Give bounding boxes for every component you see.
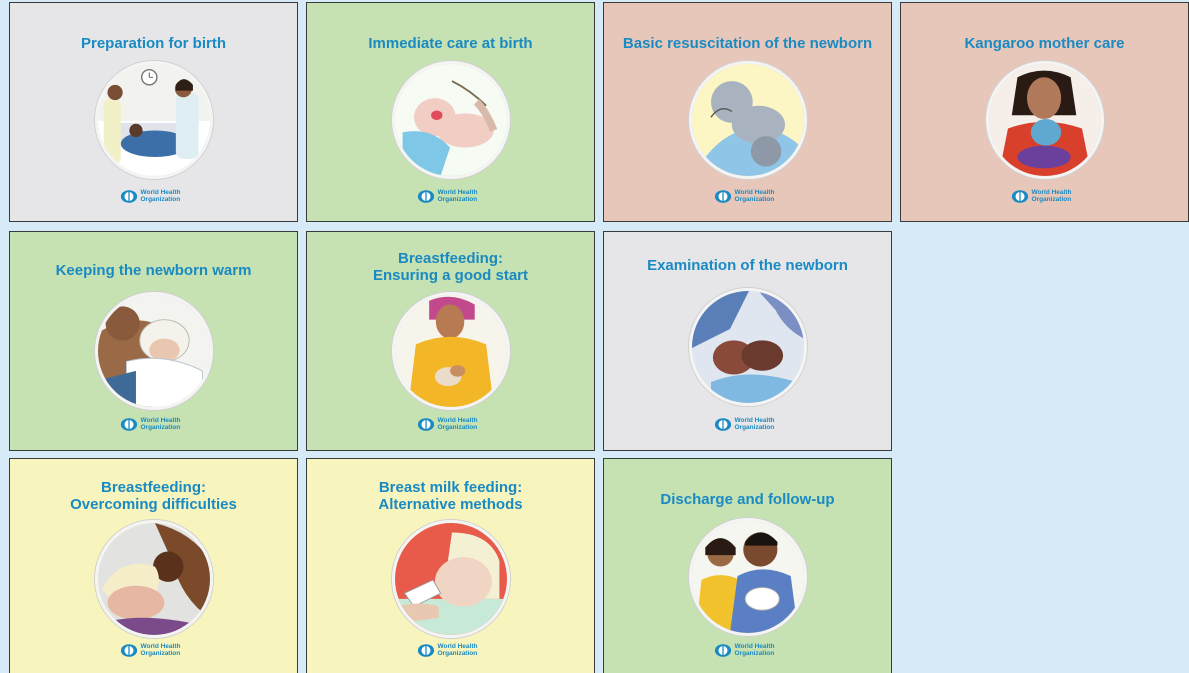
who-emblem-icon — [714, 643, 732, 658]
who-emblem-icon — [1011, 189, 1029, 204]
who-emblem-icon — [714, 189, 732, 204]
module-card-breastfeeding-good-start[interactable] — [306, 231, 595, 451]
newborn-examination-icon — [689, 288, 807, 406]
who-emblem-icon — [120, 417, 138, 432]
module-title: Preparation for birth — [80, 35, 226, 52]
who-emblem-icon — [714, 417, 732, 432]
module-title: Kangaroo mother care — [964, 35, 1125, 52]
who-logo — [120, 188, 190, 204]
module-card-breast-milk-feeding-alternatives[interactable] — [306, 458, 595, 673]
who-logo-text: World Health Organization — [734, 417, 775, 431]
module-card-examination-of-newborn[interactable] — [603, 231, 892, 451]
module-title: Breastfeeding: Overcoming difficulties — [70, 479, 237, 513]
cup-feeding-newborn-icon — [392, 520, 510, 638]
who-logo — [417, 188, 487, 204]
module-title: Breastfeeding: Ensuring a good start — [372, 250, 528, 284]
who-emblem-icon — [120, 189, 138, 204]
module-title: Examination of the newborn — [647, 257, 848, 274]
newborn-being-dried-icon — [392, 61, 510, 179]
module-title: Discharge and follow-up — [660, 491, 835, 508]
who-emblem-icon — [417, 417, 435, 432]
who-logo — [417, 642, 487, 658]
mother-breastfeeding-icon — [392, 292, 510, 410]
module-card-immediate-care-at-birth[interactable] — [306, 2, 595, 222]
module-card-kangaroo-mother-care[interactable] — [900, 2, 1189, 222]
who-logo-text: World Health Organization — [140, 189, 181, 203]
newborn-latching-icon — [95, 520, 213, 638]
who-logo — [417, 416, 487, 432]
who-emblem-icon — [417, 189, 435, 204]
who-logo-text: World Health Organization — [1031, 189, 1072, 203]
who-logo-text: World Health Organization — [437, 417, 478, 431]
who-logo-text: World Health Organization — [140, 417, 181, 431]
pregnant-woman-with-health-workers-icon — [95, 61, 213, 179]
module-card-breastfeeding-difficulties[interactable] — [9, 458, 298, 673]
family-with-newborn-icon — [689, 518, 807, 636]
who-logo — [120, 416, 190, 432]
who-logo — [714, 188, 784, 204]
who-logo — [120, 642, 190, 658]
wrapped-newborn-with-mother-icon — [95, 292, 213, 410]
mother-holding-baby-skin-to-skin-icon — [986, 61, 1104, 179]
who-logo-text: World Health Organization — [437, 189, 478, 203]
who-logo-text: World Health Organization — [734, 189, 775, 203]
who-logo-text: World Health Organization — [437, 643, 478, 657]
who-emblem-icon — [417, 643, 435, 658]
module-title: Keeping the newborn warm — [55, 262, 252, 279]
who-logo — [714, 642, 784, 658]
who-emblem-icon — [120, 643, 138, 658]
newborn-resuscitation-icon — [689, 61, 807, 179]
module-title: Breast milk feeding: Alternative methods — [378, 479, 523, 513]
module-card-keeping-newborn-warm[interactable] — [9, 231, 298, 451]
who-logo — [714, 416, 784, 432]
module-title: Basic resuscitation of the newborn — [622, 35, 873, 52]
who-logo-text: World Health Organization — [140, 643, 181, 657]
who-logo — [1011, 188, 1081, 204]
module-card-discharge-and-follow-up[interactable] — [603, 458, 892, 673]
module-card-basic-resuscitation[interactable] — [603, 2, 892, 222]
who-logo-text: World Health Organization — [734, 643, 775, 657]
module-title: Immediate care at birth — [368, 35, 533, 52]
module-card-preparation-for-birth[interactable] — [9, 2, 298, 222]
